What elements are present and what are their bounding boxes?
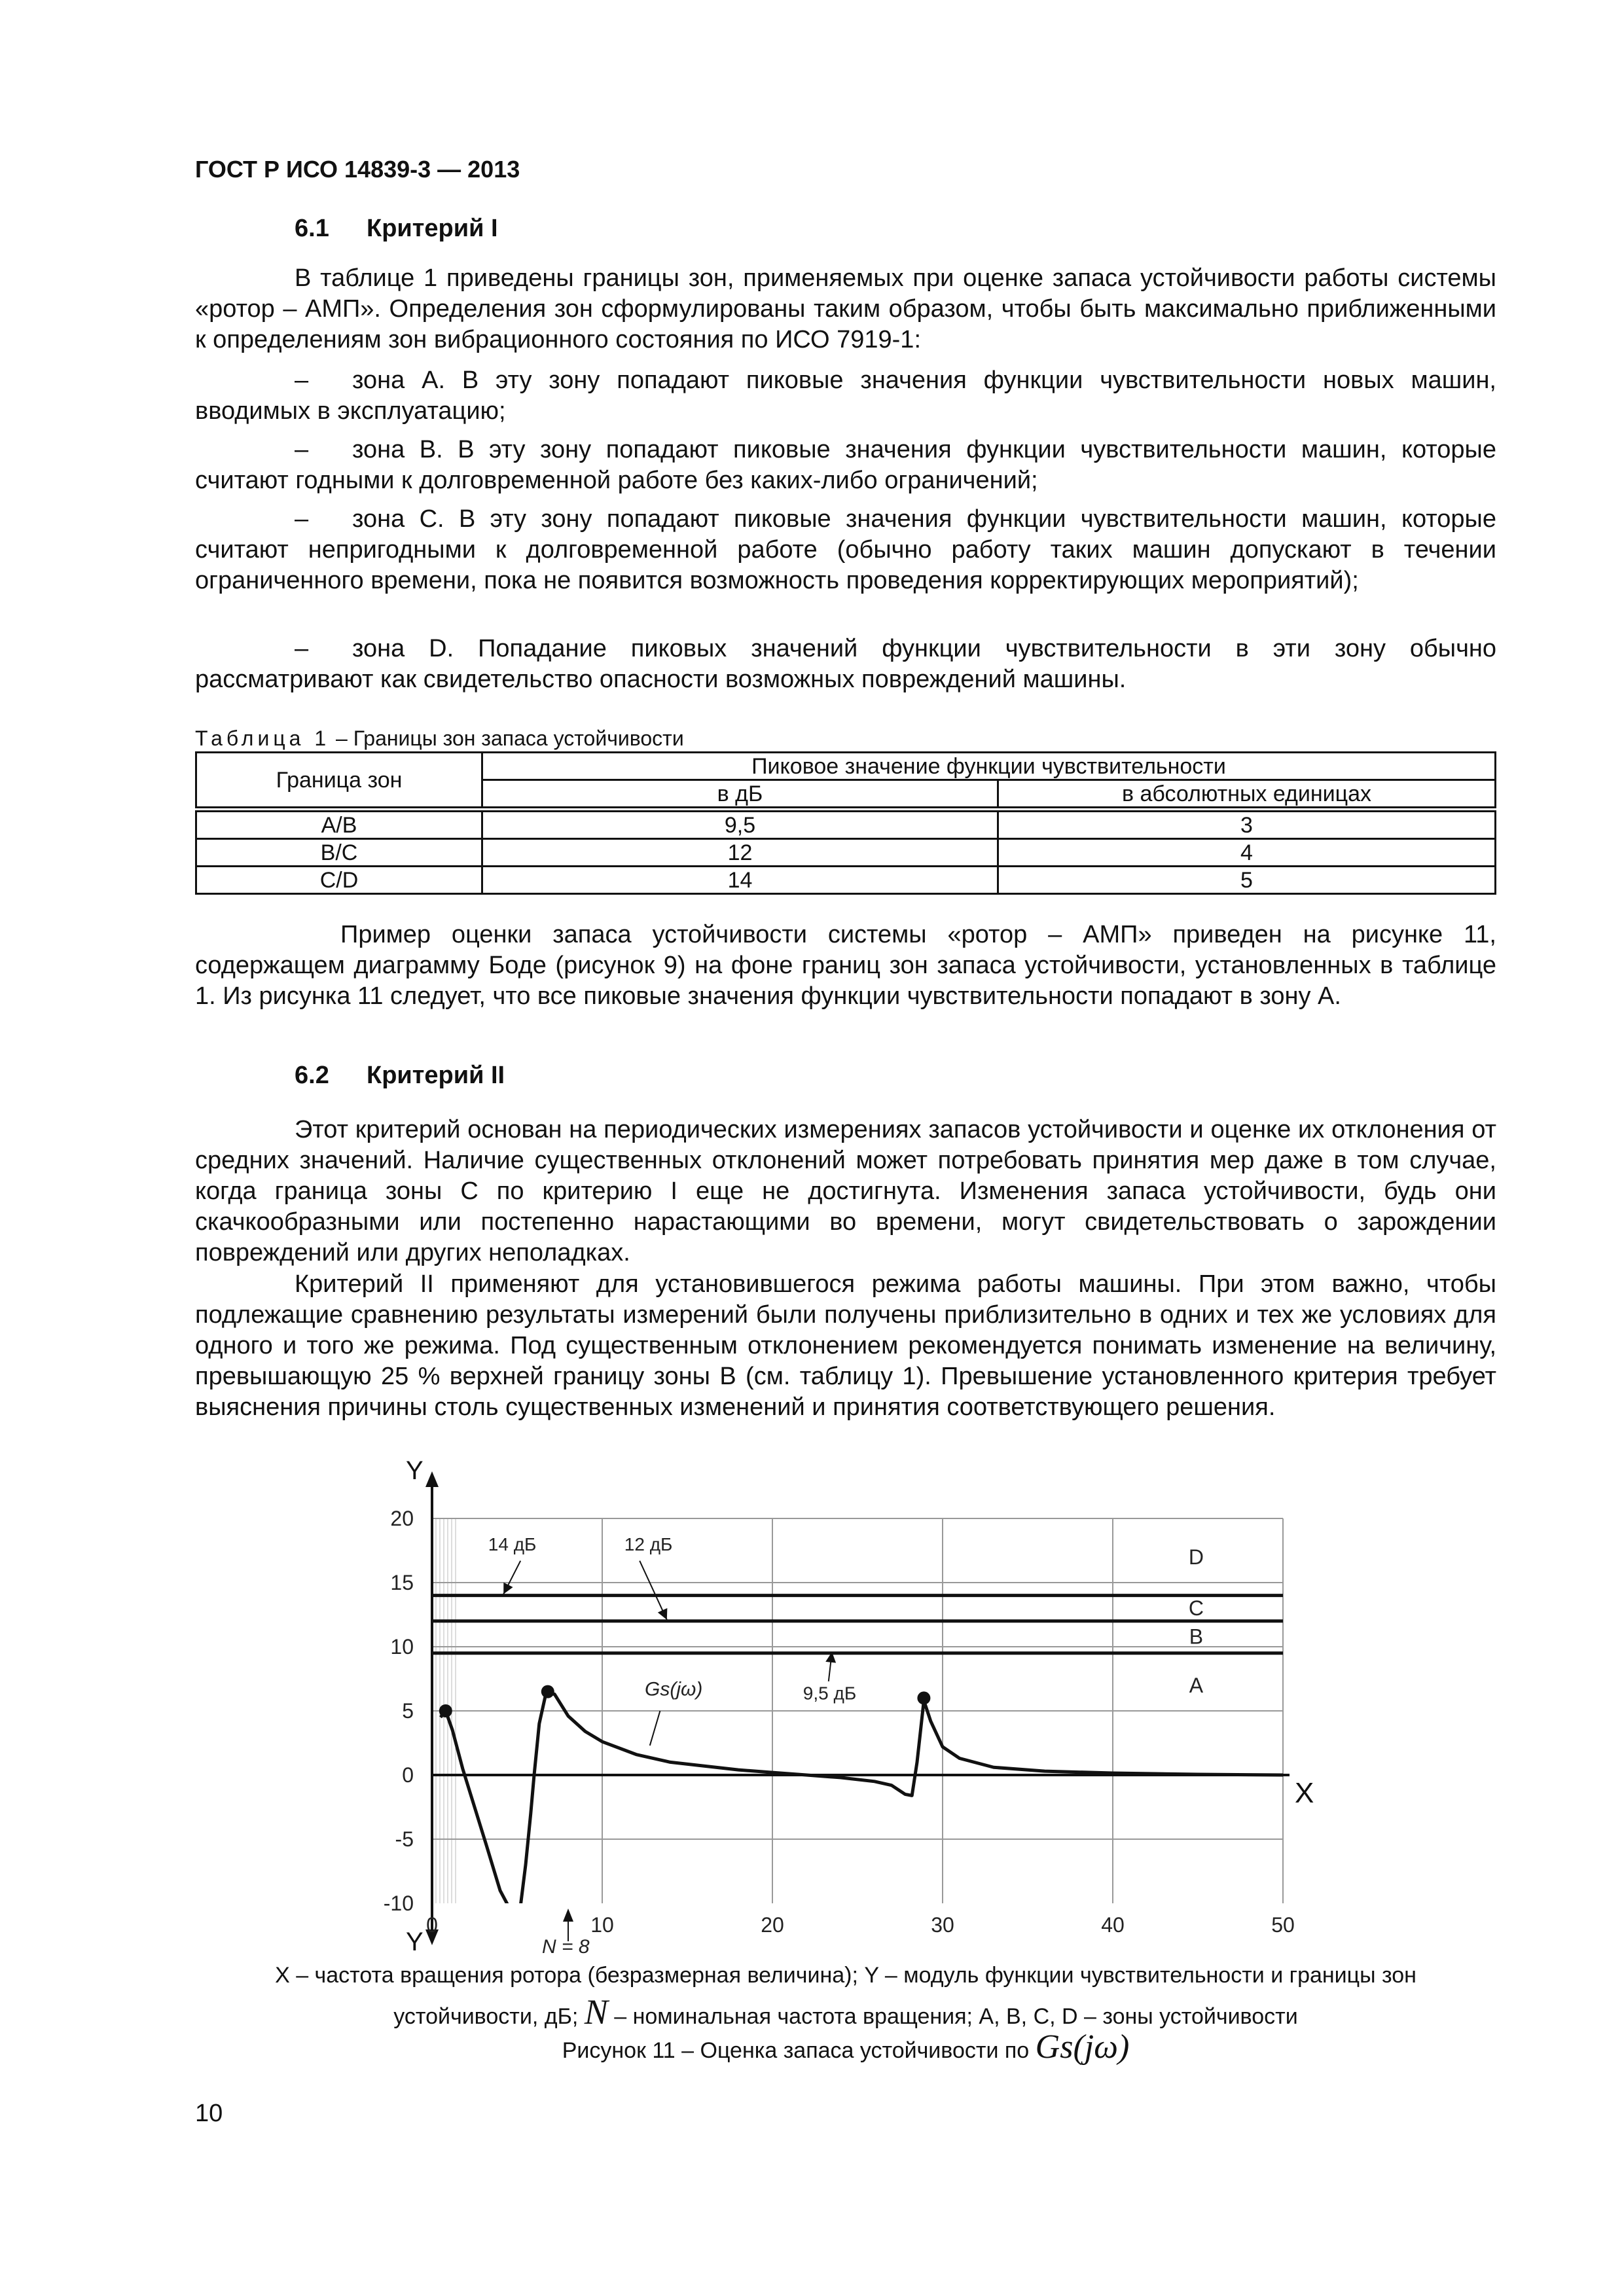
figure-legend-line1: X – частота вращения ротора (безразмерная величина); Y – модуль функции чувствительности и границы зон	[275, 1963, 1416, 1988]
list-item-zone-c	[195, 504, 1496, 596]
section-heading-6-2	[295, 1062, 505, 1090]
series-line-gs	[441, 1693, 1283, 1914]
zone-label: C	[1188, 1596, 1204, 1621]
document-header: ГОСТ Р ИСО 14839-3 — 2013	[195, 156, 520, 183]
table-row	[196, 810, 1496, 839]
table-caption-label: Таблица 1	[195, 726, 331, 750]
figure-legend-line2b: – номинальная частота вращения; A, B, C, D – зоны устойчивости	[607, 2004, 1298, 2029]
cell-db: 12	[482, 839, 998, 867]
x-tick-label: 30	[931, 1913, 954, 1937]
cell-db: 9,5	[482, 810, 998, 839]
table-row	[196, 867, 1496, 894]
y-tick-label: 15	[390, 1571, 414, 1594]
list-item-text: зона D. Попадание пиковых значений функции чувствительности в эти зону обычно рассматривают как свидетельство опасности возможных повреждений машины.	[195, 635, 1496, 693]
table-row	[196, 839, 1496, 867]
column-header-abs: в абсолютных единицах	[998, 780, 1496, 810]
list-item-zone-a	[195, 365, 1496, 427]
cell-zone: A/B	[196, 810, 482, 839]
page-number: 10	[195, 2100, 223, 2127]
y-tick-label: -10	[383, 1892, 414, 1915]
threshold-label: 14 дБ	[488, 1534, 537, 1554]
zone-label: B	[1189, 1624, 1204, 1649]
nominal-label: N = 8	[542, 1936, 590, 1958]
column-header-db: в дБ	[482, 780, 998, 810]
list-item-text: зона С. В эту зону попадают пиковые значения функции чувствительности машин, которые считают непригодными к долговременной работе (обычно работу таких машин допускают в течении ограниченного времени, пока не появится возможность проведения корректирующих мероприятий);	[195, 505, 1496, 594]
y-axis-label-bottom: Y	[406, 1928, 424, 1956]
y-tick-label: 0	[402, 1763, 414, 1787]
x-tick-label: 40	[1101, 1913, 1125, 1937]
list-item-zone-d	[195, 634, 1496, 695]
figure-legend	[195, 1957, 1496, 2035]
section-number: 6.2	[295, 1062, 329, 1089]
cell-db: 14	[482, 867, 998, 894]
after-table-paragraph: Пример оценки запаса устойчивости системы «ротор – АМП» приведен на рисунке 11, содержащем диаграмму Боде (рисунок 9) на фоне границ зон запаса устойчивости, установленных в таблице 1. Из рисунка 11 следует, что все пиковые значения функции чувствительности попадают в зону А.	[195, 921, 1496, 1010]
y-axis-label-top: Y	[406, 1456, 424, 1485]
y-tick-label: 10	[390, 1635, 414, 1659]
peak-marker	[917, 1691, 930, 1704]
section-number: 6.1	[295, 215, 329, 242]
figure-caption	[195, 2028, 1496, 2066]
figure-caption-math: Gs(jω)	[1035, 2028, 1130, 2066]
cell-zone: C/D	[196, 867, 482, 894]
column-header-peak: Пиковое значение функции чувствительности	[482, 753, 1496, 780]
bullet-dash: –	[295, 436, 309, 463]
zones-table	[195, 751, 1496, 895]
series-label-pointer	[650, 1711, 660, 1746]
criterion-2-paragraph-1: Этот критерий основан на периодических измерениях запасов устойчивости и оценке их отклонения от средних значений. Наличие существенных отклонений может потребовать принятия мер даже в том случае, когда граница зоны С по критерию I еще не достигнута. Изменения запаса устойчивости, будь они скачкообразными или постепенно нарастающими во времени, могут свидетельствовать о зарождении повреждений или других неполадках.	[195, 1116, 1496, 1266]
zone-label: D	[1188, 1545, 1204, 1569]
zone-label: A	[1189, 1673, 1204, 1697]
column-header-boundary: Граница зон	[196, 753, 482, 810]
threshold-label: 9,5 дБ	[803, 1683, 857, 1704]
figure-caption-title: Рисунок 11 – Оценка запаса устойчивости по	[562, 2038, 1036, 2063]
y-tick-label: 5	[402, 1699, 414, 1723]
criterion-2-paragraph-2: Критерий II применяют для установившегося режима работы машины. При этом важно, чтобы подлежащие сравнению результаты измерений были получены приблизительно в одних и тех же условиях для одного и того же режима. Под существенным отклонением рекомендуется понимать изменение на величину, превышающую 25 % верхней границу зоны В (см. таблицу 1). Превышение установленного критерия требует выяснения причины столь существенных изменений и принятия соответствующего решения.	[195, 1270, 1496, 1421]
section-title: Критерий II	[367, 1062, 505, 1089]
series-label: Gs(jω)	[645, 1678, 703, 1700]
peak-marker	[439, 1704, 452, 1717]
table-caption	[195, 726, 684, 751]
cell-abs: 3	[998, 810, 1496, 839]
bullet-dash: –	[295, 367, 309, 394]
section-heading-6-1	[295, 215, 498, 243]
x-tick-label: 0	[426, 1913, 438, 1937]
list-item-text: зона В. В эту зону попадают пиковые значения функции чувствительности машин, которые считают годными к долговременной работе без каких-либо ограничений;	[195, 436, 1496, 494]
table-caption-text: – Границы зон запаса устойчивости	[330, 726, 684, 750]
figure-legend-n: N	[584, 1992, 608, 2032]
peak-marker	[541, 1685, 554, 1698]
x-axis-label: X	[1295, 1777, 1314, 1809]
x-tick-label: 20	[761, 1913, 784, 1937]
bullet-dash: –	[295, 505, 309, 533]
y-axis-arrow-up	[425, 1471, 439, 1487]
cell-abs: 5	[998, 867, 1496, 894]
section-title: Критерий I	[367, 215, 498, 242]
list-item-zone-b	[195, 435, 1496, 496]
stability-chart	[367, 1456, 1314, 1958]
list-item-text: зона А. В эту зону попадают пиковые значения функции чувствительности новых машин, вводимых в эксплуатацию;	[195, 367, 1496, 425]
x-tick-label: 10	[590, 1913, 614, 1937]
y-tick-label: 20	[390, 1507, 414, 1530]
cell-abs: 4	[998, 839, 1496, 867]
bullet-dash: –	[295, 635, 309, 662]
threshold-label: 12 дБ	[624, 1534, 673, 1554]
cell-zone: B/C	[196, 839, 482, 867]
y-tick-label: -5	[395, 1827, 414, 1851]
intro-paragraph: В таблице 1 приведены границы зон, применяемых при оценке запаса устойчивости работы системы «ротор – АМП». Определения зон сформулированы таким образом, чтобы быть максимально приближенными к определениям зон вибрационного состояния по ИСО 7919-1:	[195, 264, 1496, 353]
figure-legend-line2a: устойчивости, дБ;	[393, 2004, 585, 2029]
x-tick-label: 50	[1271, 1913, 1295, 1937]
nominal-pointer-arrowhead	[563, 1909, 573, 1922]
